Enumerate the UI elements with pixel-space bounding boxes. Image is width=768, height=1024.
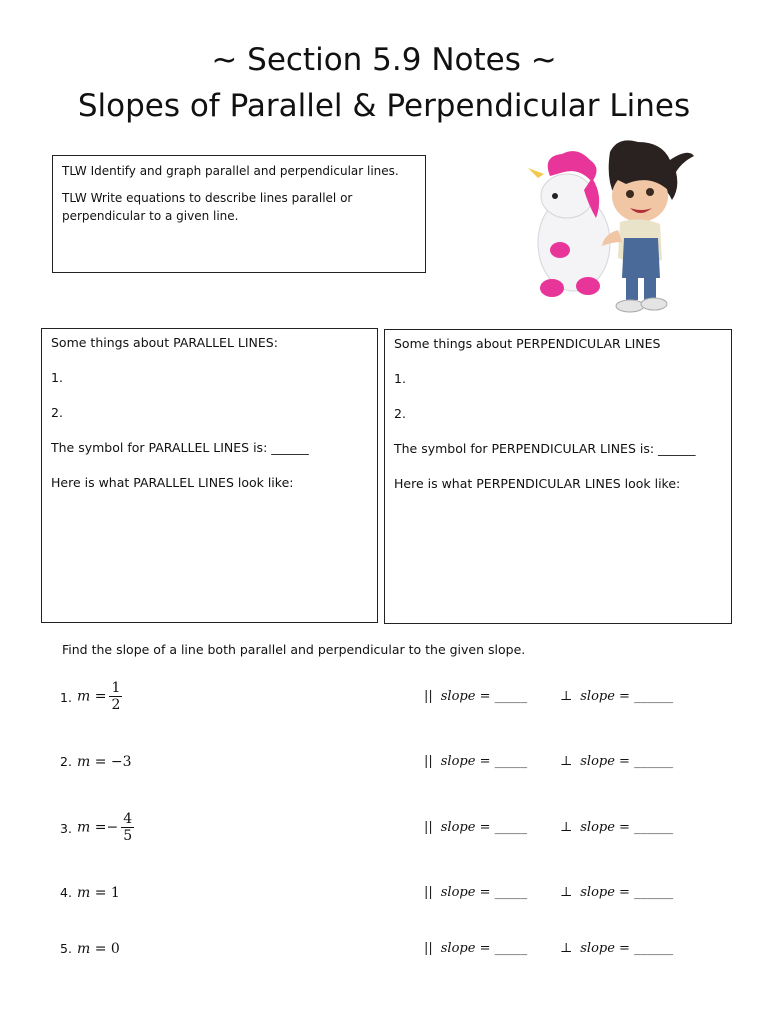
perpendicular-item-2: 2. xyxy=(394,406,406,421)
slope-value: −3 xyxy=(110,754,132,770)
perpendicular-symbol: ⊥ xyxy=(560,689,573,704)
objective-2: TLW Write equations to describe lines parallel or perpendicular to a given line. xyxy=(62,191,353,223)
parallel-symbol: || xyxy=(424,754,433,769)
answer-blank[interactable]: ______ xyxy=(634,885,674,900)
title-line-2: Slopes of Parallel & Perpendicular Lines xyxy=(77,88,691,124)
parallel-look-line: Here is what PARALLEL LINES look like: xyxy=(51,475,294,490)
objective-1: TLW Identify and graph parallel and perpendicular lines. xyxy=(62,164,399,178)
slope-value: 0 xyxy=(110,941,120,957)
slope-sign: − xyxy=(106,819,119,836)
answer-blank[interactable]: _____ xyxy=(494,885,528,900)
perpendicular-symbol: ⊥ xyxy=(560,885,573,900)
problem-5 xyxy=(60,941,700,981)
answer-blank[interactable]: _____ xyxy=(494,754,528,769)
problem-expression xyxy=(77,680,122,713)
slope-variable: m = xyxy=(77,819,107,836)
slope-label: slope = xyxy=(580,885,630,900)
answer-blank[interactable]: ______ xyxy=(634,689,674,704)
title-line-1: ~ Section 5.9 Notes ~ xyxy=(211,42,557,78)
problem-expression xyxy=(77,811,134,844)
parallel-symbol: || xyxy=(424,941,433,956)
slope-fraction xyxy=(109,680,122,713)
slope-label: slope = xyxy=(440,820,491,835)
parallel-symbol: || xyxy=(424,820,433,835)
answer-blank[interactable]: ______ xyxy=(634,754,674,769)
parallel-item-2: 2. xyxy=(51,405,63,420)
fraction-numerator: 4 xyxy=(123,811,133,827)
girl-with-unicorn-illustration xyxy=(522,138,697,316)
perpendicular-look-line: Here is what PERPENDICULAR LINES look like: xyxy=(394,476,681,491)
perpendicular-symbol: ⊥ xyxy=(560,754,573,769)
perpendicular-slope-answer xyxy=(560,820,673,835)
perpendicular-slope-answer xyxy=(560,689,673,704)
fraction-numerator: 1 xyxy=(111,680,121,696)
parallel-slope-answer xyxy=(424,820,527,835)
problem-4 xyxy=(60,885,700,925)
problem-2 xyxy=(60,754,700,794)
slope-label: slope = xyxy=(580,820,630,835)
answer-blank[interactable]: _____ xyxy=(494,941,528,956)
slope-label: slope = xyxy=(440,885,491,900)
parallel-symbol: || xyxy=(424,689,433,704)
slope-variable: m = xyxy=(77,941,107,957)
problem-number: 5. xyxy=(60,941,72,956)
perpendicular-item-1: 1. xyxy=(394,371,406,386)
slope-label: slope = xyxy=(440,689,491,704)
parallel-symbol: || xyxy=(424,885,433,900)
slope-label: slope = xyxy=(440,754,491,769)
problem-number: 3. xyxy=(60,821,72,836)
problem-number: 1. xyxy=(60,690,72,705)
problem-expression xyxy=(77,941,120,957)
parallel-lines-box xyxy=(41,328,378,623)
problem-expression xyxy=(77,754,132,770)
perpendicular-symbol: ⊥ xyxy=(560,820,573,835)
parallel-heading: Some things about PARALLEL LINES: xyxy=(51,335,278,350)
parallel-slope-answer xyxy=(424,941,527,956)
fraction-denominator: 2 xyxy=(111,697,121,713)
problem-number: 2. xyxy=(60,754,72,769)
perpendicular-lines-box xyxy=(384,329,732,624)
problem-1 xyxy=(60,680,700,720)
parallel-item-1: 1. xyxy=(51,370,63,385)
slope-variable: m = xyxy=(77,754,107,770)
slope-label: slope = xyxy=(580,754,630,769)
slope-variable: m = xyxy=(77,885,107,901)
answer-blank[interactable]: ______ xyxy=(634,941,674,956)
slope-variable: m = xyxy=(77,688,107,705)
perpendicular-slope-answer xyxy=(560,885,673,900)
problem-expression xyxy=(77,885,120,901)
parallel-symbol-line: The symbol for PARALLEL LINES is: ______ xyxy=(51,440,309,455)
answer-blank[interactable]: _____ xyxy=(494,820,528,835)
perpendicular-slope-answer xyxy=(560,941,673,956)
slope-label: slope = xyxy=(580,941,630,956)
problem-number: 4. xyxy=(60,885,72,900)
problem-3 xyxy=(60,811,700,851)
fraction-denominator: 5 xyxy=(123,828,133,844)
parallel-slope-answer xyxy=(424,689,527,704)
slope-label: slope = xyxy=(580,689,630,704)
slope-fraction xyxy=(121,811,134,844)
slope-value: 1 xyxy=(110,885,120,901)
parallel-slope-answer xyxy=(424,885,527,900)
perpendicular-symbol: ⊥ xyxy=(560,941,573,956)
perpendicular-heading: Some things about PERPENDICULAR LINES xyxy=(394,336,661,351)
objectives-box xyxy=(52,155,426,273)
parallel-slope-answer xyxy=(424,754,527,769)
answer-blank[interactable]: ______ xyxy=(634,820,674,835)
perpendicular-slope-answer xyxy=(560,754,673,769)
practice-instructions: Find the slope of a line both parallel and perpendicular to the given slope. xyxy=(62,642,526,657)
slope-label: slope = xyxy=(440,941,491,956)
perpendicular-symbol-line: The symbol for PERPENDICULAR LINES is: ______ xyxy=(394,441,696,456)
answer-blank[interactable]: _____ xyxy=(494,689,528,704)
